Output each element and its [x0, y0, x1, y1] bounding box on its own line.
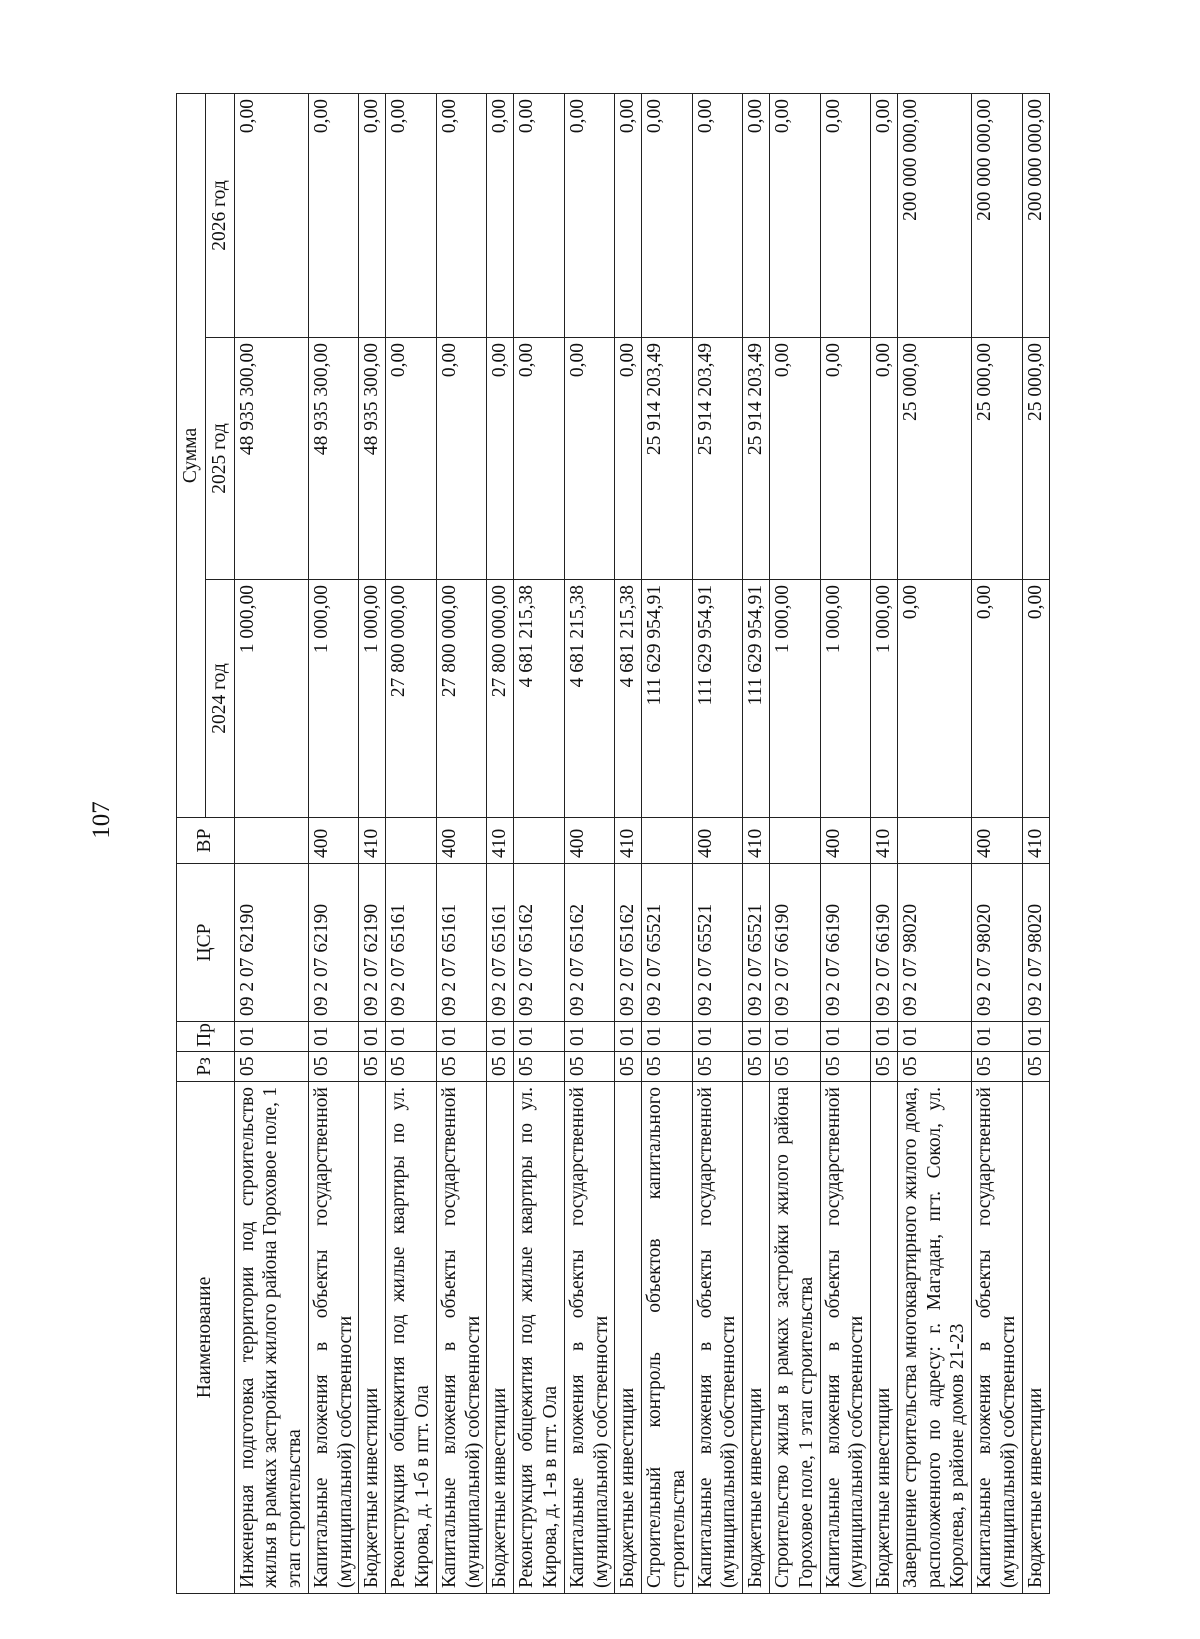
cell-name: Бюджетные инвестиции [1022, 1082, 1049, 1594]
cell-2025: 0,00 [871, 338, 898, 580]
table-row [897, 94, 971, 1594]
cell-2026: 0,00 [359, 94, 386, 338]
cell-2024: 1 000,00 [308, 580, 359, 818]
cell-vr: 410 [871, 818, 898, 864]
cell-pr: 01 [308, 1022, 359, 1052]
cell-2026: 0,00 [871, 94, 898, 338]
cell-2024: 27 800 000,00 [487, 580, 514, 818]
cell-vr: 400 [308, 818, 359, 864]
cell-name: Бюджетные инвестиции [871, 1082, 898, 1594]
cell-name: Реконструкция общежития под жилые квартиры по ул. Кирова, д. 1-в в пгт. Ола [514, 1082, 565, 1594]
table-row [564, 94, 615, 1594]
cell-2025: 0,00 [820, 338, 871, 580]
cell-pr: 01 [820, 1022, 871, 1052]
cell-2025: 25 000,00 [1022, 338, 1049, 580]
cell-2026: 0,00 [234, 94, 308, 338]
cell-name: Капитальные вложения в объекты государственной (муниципальной) собственности [564, 1082, 615, 1594]
table-row [359, 94, 386, 1594]
cell-2026: 0,00 [743, 94, 770, 338]
cell-vr: 400 [972, 818, 1023, 864]
cell-csr: 09 2 07 62190 [359, 864, 386, 1022]
cell-2025: 0,00 [487, 338, 514, 580]
cell-pr: 01 [487, 1022, 514, 1052]
table-row [436, 94, 487, 1594]
cell-2024: 4 681 215,38 [514, 580, 565, 818]
cell-name: Капитальные вложения в объекты государственной (муниципальной) собственности [436, 1082, 487, 1594]
cell-2024: 0,00 [897, 580, 971, 818]
cell-csr: 09 2 07 65162 [514, 864, 565, 1022]
cell-vr: 410 [1022, 818, 1049, 864]
cell-2026: 0,00 [615, 94, 642, 338]
cell-2026: 0,00 [308, 94, 359, 338]
header-year-2025: 2025 год [205, 338, 234, 580]
cell-csr: 09 2 07 65521 [692, 864, 743, 1022]
cell-pr: 01 [386, 1022, 437, 1052]
cell-2026: 0,00 [642, 94, 693, 338]
table-row [743, 94, 770, 1594]
table-row [386, 94, 437, 1594]
cell-rz: 05 [871, 1052, 898, 1082]
cell-2025: 48 935 300,00 [234, 338, 308, 580]
cell-rz: 05 [642, 1052, 693, 1082]
cell-csr: 09 2 07 62190 [308, 864, 359, 1022]
cell-2025: 0,00 [386, 338, 437, 580]
cell-rz: 05 [769, 1052, 820, 1082]
cell-name: Инженерная подготовка территории под строительство жилья в рамках застройки жилого района Гороховое поле, 1 этап строительства [234, 1082, 308, 1594]
cell-rz: 05 [897, 1052, 971, 1082]
table-row [487, 94, 514, 1594]
cell-rz: 05 [359, 1052, 386, 1082]
cell-2025: 25 000,00 [972, 338, 1023, 580]
cell-name: Капитальные вложения в объекты государственной (муниципальной) собственности [820, 1082, 871, 1594]
cell-pr: 01 [436, 1022, 487, 1052]
cell-csr: 09 2 07 65161 [386, 864, 437, 1022]
cell-vr: 400 [692, 818, 743, 864]
cell-name: Бюджетные инвестиции [743, 1082, 770, 1594]
cell-rz: 05 [972, 1052, 1023, 1082]
cell-rz: 05 [514, 1052, 565, 1082]
cell-rz: 05 [692, 1052, 743, 1082]
cell-2024: 0,00 [972, 580, 1023, 818]
cell-2024: 27 800 000,00 [386, 580, 437, 818]
cell-2024: 27 800 000,00 [436, 580, 487, 818]
cell-2026: 0,00 [564, 94, 615, 338]
cell-2024: 111 629 954,91 [743, 580, 770, 818]
cell-vr [234, 818, 308, 864]
header-sum: Сумма [177, 94, 206, 818]
page-number: 107 [87, 801, 115, 839]
cell-2025: 25 914 203,49 [743, 338, 770, 580]
cell-2024: 4 681 215,38 [615, 580, 642, 818]
cell-2026: 0,00 [487, 94, 514, 338]
cell-csr: 09 2 07 65161 [487, 864, 514, 1022]
cell-pr: 01 [871, 1022, 898, 1052]
cell-2026: 0,00 [820, 94, 871, 338]
cell-2026: 0,00 [436, 94, 487, 338]
cell-rz: 05 [308, 1052, 359, 1082]
cell-2025: 0,00 [615, 338, 642, 580]
cell-rz: 05 [564, 1052, 615, 1082]
cell-pr: 01 [692, 1022, 743, 1052]
cell-vr: 410 [487, 818, 514, 864]
cell-csr: 09 2 07 66190 [820, 864, 871, 1022]
cell-rz: 05 [234, 1052, 308, 1082]
cell-pr: 01 [972, 1022, 1023, 1052]
table-row [234, 94, 308, 1594]
cell-2024: 1 000,00 [234, 580, 308, 818]
table-row [642, 94, 693, 1594]
cell-name: Капитальные вложения в объекты государственной (муниципальной) собственности [972, 1082, 1023, 1594]
cell-2026: 200 000 000,00 [972, 94, 1023, 338]
cell-pr: 01 [897, 1022, 971, 1052]
cell-2024: 111 629 954,91 [692, 580, 743, 818]
cell-2025: 48 935 300,00 [359, 338, 386, 580]
cell-2025: 0,00 [514, 338, 565, 580]
table-header [177, 94, 235, 1594]
cell-name: Завершение строительства многоквартирного жилого дома, расположенного по адресу: г. Магадан, пгт. Сокол, ул. Королева, в районе домов 21-23 [897, 1082, 971, 1594]
cell-2026: 0,00 [769, 94, 820, 338]
cell-2024: 111 629 954,91 [642, 580, 693, 818]
cell-2024: 1 000,00 [769, 580, 820, 818]
cell-pr: 01 [514, 1022, 565, 1052]
cell-csr: 09 2 07 65521 [642, 864, 693, 1022]
cell-pr: 01 [743, 1022, 770, 1052]
header-vr: ВР [177, 818, 235, 864]
cell-2026: 200 000 000,00 [1022, 94, 1049, 338]
cell-csr: 09 2 07 66190 [871, 864, 898, 1022]
header-pr: Пр [177, 1022, 235, 1052]
cell-name: Бюджетные инвестиции [615, 1082, 642, 1594]
cell-csr: 09 2 07 98020 [972, 864, 1023, 1022]
cell-2024: 1 000,00 [359, 580, 386, 818]
cell-pr: 01 [564, 1022, 615, 1052]
table-row [308, 94, 359, 1594]
cell-rz: 05 [436, 1052, 487, 1082]
header-name: Наименование [177, 1082, 235, 1594]
header-year-2024: 2024 год [205, 580, 234, 818]
cell-csr: 09 2 07 65521 [743, 864, 770, 1022]
cell-vr: 410 [743, 818, 770, 864]
header-year-2026: 2026 год [205, 94, 234, 338]
cell-vr: 400 [436, 818, 487, 864]
cell-rz: 05 [820, 1052, 871, 1082]
cell-2025: 0,00 [436, 338, 487, 580]
cell-name: Строительный контроль объектов капитального строительства [642, 1082, 693, 1594]
table-body [234, 94, 1049, 1594]
cell-csr: 09 2 07 98020 [1022, 864, 1049, 1022]
cell-2025: 0,00 [564, 338, 615, 580]
cell-2026: 0,00 [514, 94, 565, 338]
cell-name: Капитальные вложения в объекты государственной (муниципальной) собственности [692, 1082, 743, 1594]
cell-rz: 05 [487, 1052, 514, 1082]
cell-name: Реконструкция общежития под жилые квартиры по ул. Кирова, д. 1-б в пгт. Ола [386, 1082, 437, 1594]
cell-rz: 05 [615, 1052, 642, 1082]
cell-2024: 1 000,00 [820, 580, 871, 818]
table-row [769, 94, 820, 1594]
cell-vr [514, 818, 565, 864]
cell-2025: 25 914 203,49 [642, 338, 693, 580]
rotated-table-sheet [176, 94, 1071, 1594]
cell-2025: 48 935 300,00 [308, 338, 359, 580]
cell-2025: 25 000,00 [897, 338, 971, 580]
cell-rz: 05 [386, 1052, 437, 1082]
cell-name: Бюджетные инвестиции [487, 1082, 514, 1594]
cell-pr: 01 [769, 1022, 820, 1052]
budget-table [176, 93, 1050, 1594]
cell-vr: 410 [615, 818, 642, 864]
cell-2024: 0,00 [1022, 580, 1049, 818]
cell-2026: 0,00 [692, 94, 743, 338]
cell-vr [642, 818, 693, 864]
cell-2024: 1 000,00 [871, 580, 898, 818]
cell-csr: 09 2 07 62190 [234, 864, 308, 1022]
cell-csr: 09 2 07 65161 [436, 864, 487, 1022]
header-rz: Рз [177, 1052, 235, 1082]
cell-2025: 25 914 203,49 [692, 338, 743, 580]
table-row [820, 94, 871, 1594]
table-row [1022, 94, 1049, 1594]
cell-2024: 4 681 215,38 [564, 580, 615, 818]
cell-name: Бюджетные инвестиции [359, 1082, 386, 1594]
cell-pr: 01 [642, 1022, 693, 1052]
cell-pr: 01 [359, 1022, 386, 1052]
cell-2025: 0,00 [769, 338, 820, 580]
cell-name: Строительство жилья в рамках застройки жилого района Гороховое поле, 1 этап строительства [769, 1082, 820, 1594]
cell-pr: 01 [615, 1022, 642, 1052]
cell-csr: 09 2 07 98020 [897, 864, 971, 1022]
cell-vr: 400 [820, 818, 871, 864]
cell-2026: 0,00 [386, 94, 437, 338]
cell-csr: 09 2 07 65162 [564, 864, 615, 1022]
header-csr: ЦСР [177, 864, 235, 1022]
cell-pr: 01 [1022, 1022, 1049, 1052]
table-row [692, 94, 743, 1594]
table-row [972, 94, 1023, 1594]
cell-vr [769, 818, 820, 864]
cell-vr [386, 818, 437, 864]
cell-csr: 09 2 07 66190 [769, 864, 820, 1022]
cell-name: Капитальные вложения в объекты государственной (муниципальной) собственности [308, 1082, 359, 1594]
cell-2026: 200 000 000,00 [897, 94, 971, 338]
cell-vr [897, 818, 971, 864]
cell-rz: 05 [1022, 1052, 1049, 1082]
table-row [514, 94, 565, 1594]
table-row [615, 94, 642, 1594]
cell-pr: 01 [234, 1022, 308, 1052]
cell-csr: 09 2 07 65162 [615, 864, 642, 1022]
cell-vr: 400 [564, 818, 615, 864]
table-row [871, 94, 898, 1594]
cell-rz: 05 [743, 1052, 770, 1082]
cell-vr: 410 [359, 818, 386, 864]
